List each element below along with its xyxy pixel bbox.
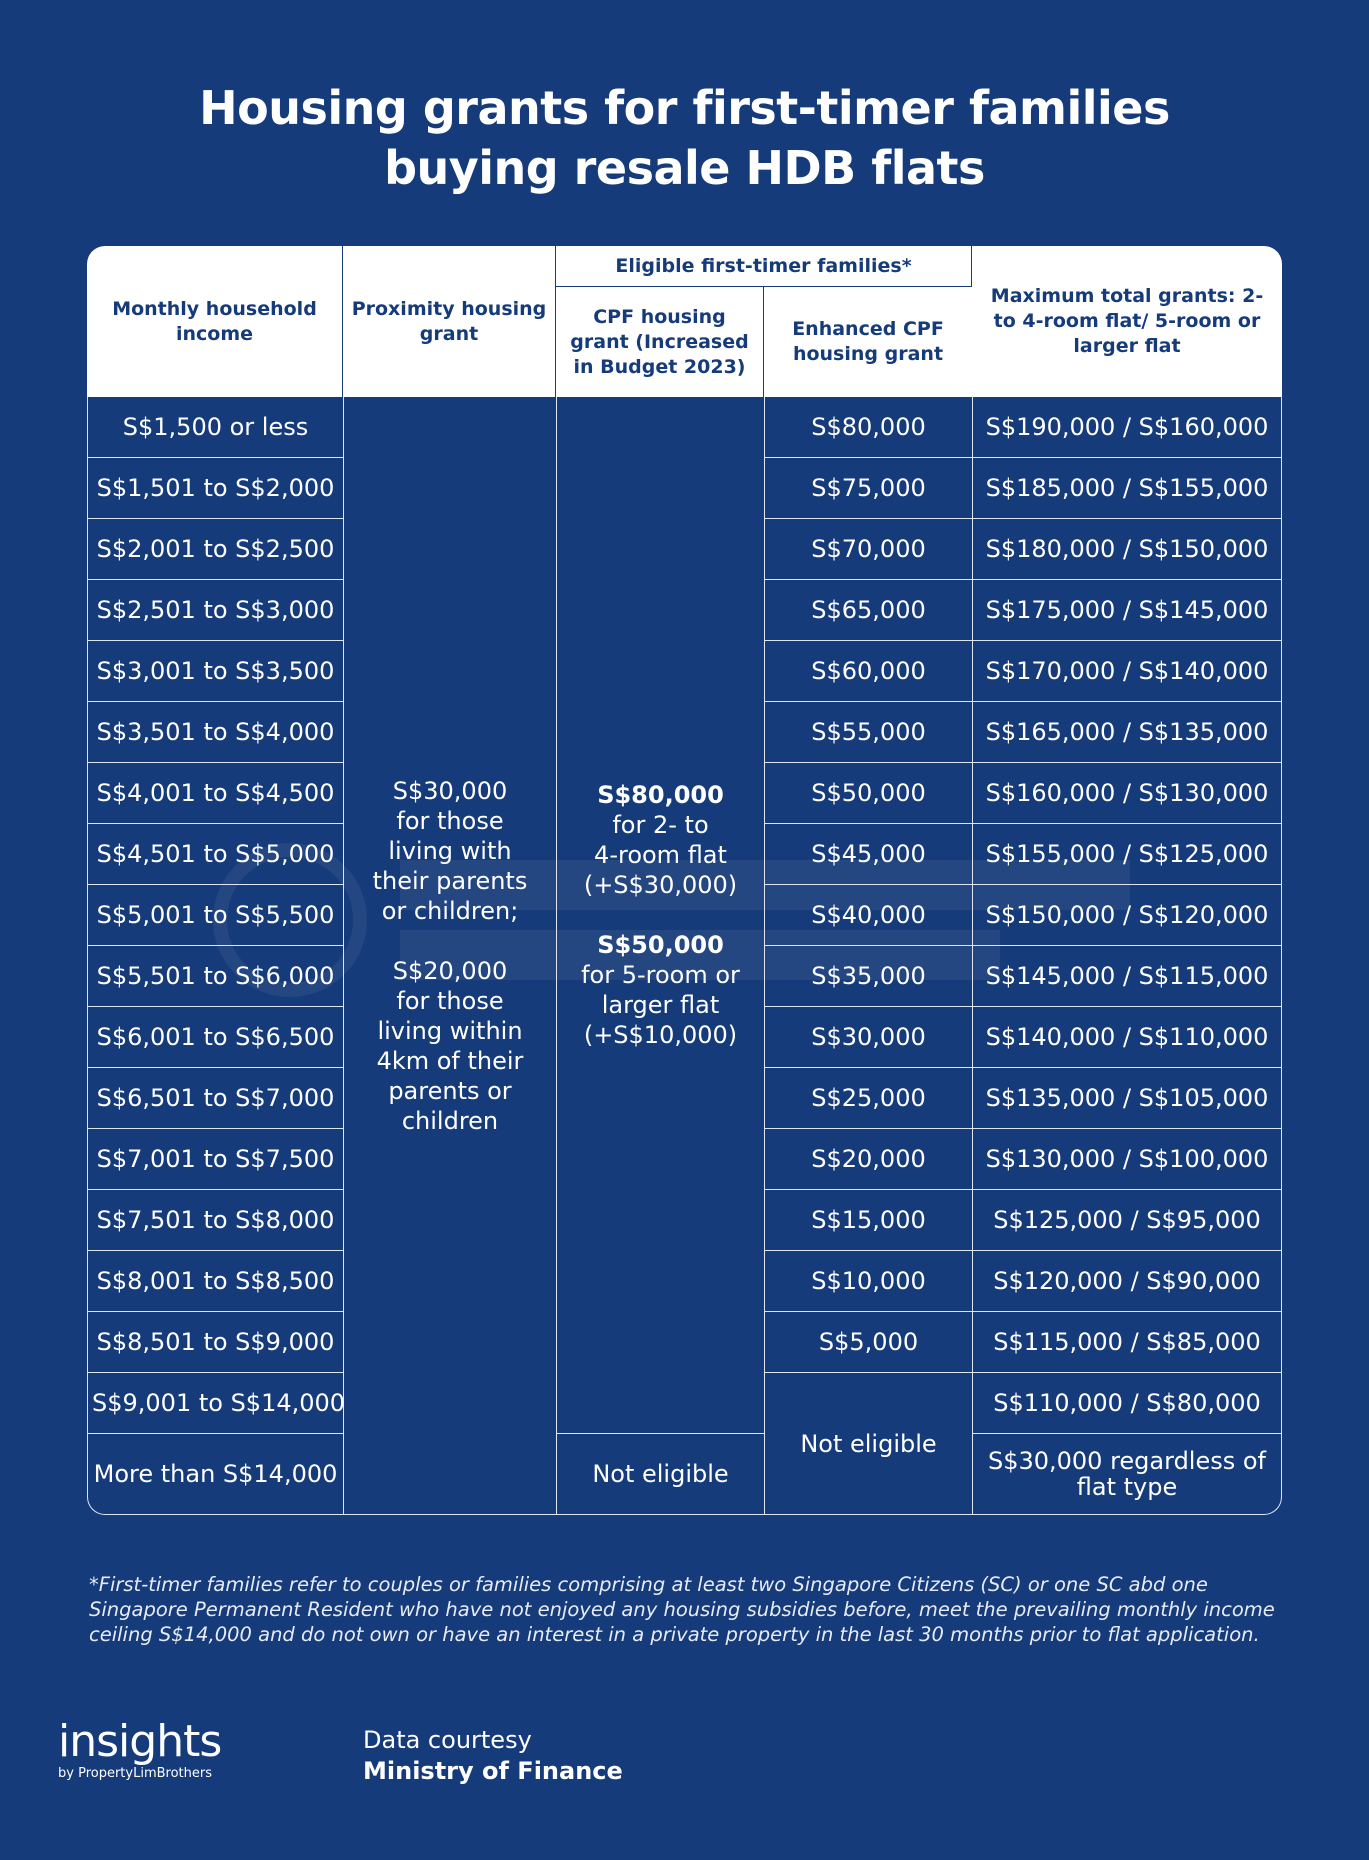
max-grant-cell: S$125,000 / S$95,000: [972, 1190, 1282, 1251]
enhanced-cell: S$15,000: [764, 1190, 972, 1251]
proximity-amount-2: S$20,000: [392, 956, 508, 985]
max-grant-cell: S$190,000 / S$160,000: [972, 397, 1282, 458]
max-grant-cell: S$140,000 / S$110,000: [972, 1007, 1282, 1068]
enhanced-cell: S$45,000: [764, 824, 972, 885]
table-row: [87, 1434, 1282, 1515]
cpf-grant-cell: S$80,000 for 2- to 4-room flat (+S$30,000) S$50,000 for 5-room or larger flat (+S$10,000): [556, 397, 764, 1434]
header-income: Monthly household income: [87, 246, 343, 397]
enhanced-cell: S$10,000: [764, 1251, 972, 1312]
max-grant-cell: S$135,000 / S$105,000: [972, 1068, 1282, 1129]
logo-sub-text: by PropertyLimBrothers: [58, 1766, 212, 1781]
enhanced-cell: S$55,000: [764, 702, 972, 763]
max-grant-cell: S$165,000 / S$135,000: [972, 702, 1282, 763]
max-grant-cell: S$155,000 / S$125,000: [972, 824, 1282, 885]
enhanced-cell: S$60,000: [764, 641, 972, 702]
income-cell: S$4,001 to S$4,500: [87, 763, 343, 824]
header-cpf-grant: CPF housing grant (Increased in Budget 2023): [556, 286, 764, 397]
header-max-grants: Maximum total grants: 2- to 4-room flat/ 5-room or larger flat: [972, 246, 1282, 397]
header-enhanced-cpf: Enhanced CPF housing grant: [764, 286, 972, 397]
cpf-amount-1: S$80,000: [597, 781, 724, 809]
income-cell: S$3,501 to S$4,000: [87, 702, 343, 763]
enhanced-cell: S$25,000: [764, 1068, 972, 1129]
credit-line-1: Data courtesy: [363, 1726, 532, 1754]
income-cell: S$4,501 to S$5,000: [87, 824, 343, 885]
income-cell: S$7,001 to S$7,500: [87, 1129, 343, 1190]
logo-main-text: insights: [58, 1716, 222, 1767]
table-row: [87, 397, 1282, 458]
income-cell: S$6,001 to S$6,500: [87, 1007, 343, 1068]
income-cell: More than S$14,000: [87, 1434, 343, 1515]
max-grant-cell: S$160,000 / S$130,000: [972, 763, 1282, 824]
cpf-amount-2: S$50,000: [597, 931, 724, 959]
insights-logo: [58, 1718, 221, 1782]
income-cell: S$2,001 to S$2,500: [87, 519, 343, 580]
page-title: [0, 78, 1369, 198]
max-grant-cell: S$145,000 / S$115,000: [972, 946, 1282, 1007]
cpf-not-eligible-cell: Not eligible: [556, 1434, 764, 1515]
max-grant-cell: S$120,000 / S$90,000: [972, 1251, 1282, 1312]
enhanced-cell: S$70,000: [764, 519, 972, 580]
income-cell: S$2,501 to S$3,000: [87, 580, 343, 641]
max-grant-cell: S$150,000 / S$120,000: [972, 885, 1282, 946]
max-grant-cell: S$185,000 / S$155,000: [972, 458, 1282, 519]
max-grant-cell: S$110,000 / S$80,000: [972, 1373, 1282, 1434]
max-grant-cell: S$30,000 regardless of flat type: [972, 1434, 1282, 1515]
income-cell: S$5,501 to S$6,000: [87, 946, 343, 1007]
enhanced-cell: S$65,000: [764, 580, 972, 641]
enhanced-cell: S$20,000: [764, 1129, 972, 1190]
max-grant-cell: S$175,000 / S$145,000: [972, 580, 1282, 641]
income-cell: S$7,501 to S$8,000: [87, 1190, 343, 1251]
credit-line-2: Ministry of Finance: [363, 1757, 623, 1785]
income-cell: S$1,500 or less: [87, 397, 343, 458]
max-grant-cell: S$180,000 / S$150,000: [972, 519, 1282, 580]
income-cell: S$8,501 to S$9,000: [87, 1312, 343, 1373]
income-cell: S$9,001 to S$14,000: [87, 1373, 343, 1434]
enhanced-cell: S$35,000: [764, 946, 972, 1007]
footnote: *First-timer families refer to couples or families comprising at least two Singapore Citizens (SC) or one SC abd one Singapore Permanent Resident who have not enjoyed any housing subsidies before, meet the prevailing monthly income ceiling S$14,000 and do not own or have an interest in a private property in the last 30 months prior to flat application.: [89, 1573, 1275, 1646]
max-grant-cell: S$115,000 / S$85,000: [972, 1312, 1282, 1373]
enhanced-cell: S$40,000: [764, 885, 972, 946]
enhanced-cell: S$50,000: [764, 763, 972, 824]
proximity-grant-cell: S$30,000 for those living with their parents or children; S$20,000 for those living within 4km of their parents or children: [343, 397, 556, 1515]
income-cell: S$3,001 to S$3,500: [87, 641, 343, 702]
max-grant-cell: S$170,000 / S$140,000: [972, 641, 1282, 702]
max-grant-cell: S$130,000 / S$100,000: [972, 1129, 1282, 1190]
header-proximity: Proximity housing grant: [343, 246, 556, 397]
enhanced-not-eligible-cell: Not eligible: [764, 1373, 972, 1515]
income-cell: S$5,001 to S$5,500: [87, 885, 343, 946]
income-cell: S$6,501 to S$7,000: [87, 1068, 343, 1129]
enhanced-cell: S$75,000: [764, 458, 972, 519]
enhanced-cell: S$30,000: [764, 1007, 972, 1068]
income-cell: S$1,501 to S$2,000: [87, 458, 343, 519]
enhanced-cell: S$80,000: [764, 397, 972, 458]
title-line-2: buying resale HDB flats: [384, 141, 985, 195]
header-eligible-group: Eligible first-timer families*: [556, 246, 972, 286]
enhanced-cell: S$5,000: [764, 1312, 972, 1373]
data-credit: [363, 1725, 623, 1787]
grants-table: [87, 246, 1282, 1515]
income-cell: S$8,001 to S$8,500: [87, 1251, 343, 1312]
proximity-amount-1: S$30,000: [392, 776, 508, 805]
title-line-1: Housing grants for first-timer families: [199, 81, 1170, 135]
